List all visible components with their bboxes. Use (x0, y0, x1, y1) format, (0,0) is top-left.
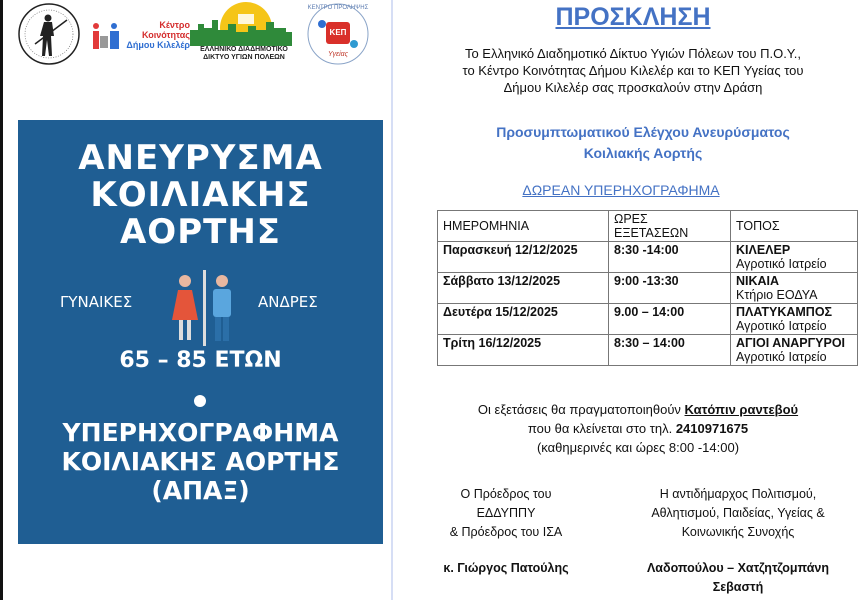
column-header: ΗΜΕΡΟΜΗΝΙΑ (438, 211, 609, 242)
kep-badge: ΚΕΠ (329, 28, 347, 37)
table-row (438, 335, 858, 366)
phone-number: 2410971675 (675, 421, 749, 436)
place-name: ΠΛΑΤΥΚΑΜΠΟΣ (736, 305, 833, 319)
signature-line: ΕΔΔΥΠΠΥ (476, 506, 536, 520)
invitation-title: ΠΡΟΣΚΛΗΣΗ (555, 3, 711, 31)
logo-text: Υγείας (327, 51, 349, 58)
hours-cell: 8:30 -14:00 (609, 242, 731, 273)
logo-text: ΕΛΛΗΝΙΚΟ ΔΙΑΔΗΜΟΤΙΚΟ (200, 46, 288, 53)
place-cell (731, 273, 858, 304)
kep-health-logo (306, 2, 370, 66)
signatory-name: κ. Γιώργος Πατούλης (443, 561, 569, 575)
logo-text: ΚΕΝΤΡΟ ΠΡΟΛΗΨΗΣ (307, 5, 369, 11)
poster-title-line: ΑΝΕΥΡΥΣΜΑ (78, 138, 323, 178)
intro-line: το Κέντρο Κοινότητας Δήμου Κιλελέρ και το ΚΕΠ Υγείας του (462, 63, 804, 78)
poster-title-line: ΚΟΙΛΙΑΚΗΣ (90, 175, 311, 215)
left-signature (420, 485, 592, 578)
window-edge (0, 0, 3, 600)
signature-line: Αθλητισμού, Παιδείας, Υγείας & (651, 506, 825, 520)
place-name: ΑΓΙΟΙ ΑΝΑΡΓΥΡΟΙ (736, 336, 846, 350)
phone-line (405, 419, 865, 438)
table-row (438, 273, 858, 304)
healthy-cities-logo (190, 0, 298, 66)
table-row (438, 242, 858, 273)
community-center-logo (92, 20, 188, 52)
place-cell (731, 304, 858, 335)
venue-name: Αγροτικό Ιατρείο (736, 257, 827, 271)
intro-line: Δήμου Κιλελέρ σας προσκαλούν στην Δράση (503, 80, 763, 95)
place-cell (731, 242, 858, 273)
date-cell: Τρίτη 16/12/2025 (438, 335, 609, 366)
poster-title-line: ΑΟΡΤΗΣ (119, 212, 281, 252)
age-range: 65 – 85 ΕΤΩΝ (119, 348, 282, 373)
logo-text: Κοινότητας (141, 30, 190, 40)
poster-bottom-line: ΥΠΕΡΗΧΟΓΡΑΦΗΜΑ (62, 418, 339, 447)
logo-text: Δήμου Κιλελέρ (126, 40, 190, 50)
free-ultrasound-label: ΔΩΡΕΑΝ ΥΠΕΡΗΧΟΓΡΑΦΗΜΑ (522, 182, 720, 198)
poster-bottom-line: (ΑΠΑΞ) (151, 476, 250, 505)
hours-cell: 9:00 -13:30 (609, 273, 731, 304)
appointment-line (405, 400, 865, 419)
logo-text: ΔΙΚΤΥΟ ΥΓΙΩΝ ΠΟΛΕΩΝ (203, 54, 285, 61)
city-sun-icon (190, 0, 298, 46)
poster-bottom-line: ΚΟΙΛΙΑΚΗΣ ΑΟΡΤΗΣ (61, 447, 340, 476)
table-header-row (438, 211, 858, 242)
column-header: ΤΟΠΟΣ (731, 211, 858, 242)
venue-name: Κτήριο ΕΟΔΥΑ (736, 288, 818, 302)
appointment-text: Οι εξετάσεις θα πραγματοποιηθούν (477, 402, 685, 417)
date-cell: Δευτέρα 15/12/2025 (438, 304, 609, 335)
logo-text: Κέντρο (159, 20, 190, 30)
bullet-dot (194, 395, 206, 407)
hours-cell: 9.00 – 14:00 (609, 304, 731, 335)
signatory-name: Λαδοπούλου – Χατζητζομπάνη (646, 561, 830, 575)
schedule-table (437, 210, 858, 366)
signatory-name: Σεβαστή (712, 580, 764, 594)
venue-name: Αγροτικό Ιατρείο (736, 350, 827, 364)
women-men-icon (168, 270, 240, 346)
women-label: ΓΥΝΑΙΚΕΣ (60, 293, 133, 311)
date-cell: Παρασκευή 12/12/2025 (438, 242, 609, 273)
municipality-seal-logo (17, 2, 81, 66)
hours-cell: 8:30 – 14:00 (609, 335, 731, 366)
right-signature (618, 485, 858, 597)
hours-note: (καθημερινές και ώρες 8:00 -14:00) (536, 440, 740, 455)
column-divider (391, 0, 393, 600)
action-line: Προσυμπτωματικού Ελέγχου Ανευρύσματος (496, 124, 790, 140)
community-icon (92, 22, 122, 52)
men-label: ΑΝΔΡΕΣ (258, 293, 318, 311)
poster (18, 120, 383, 544)
place-name: ΝΙΚΑΙΑ (736, 274, 780, 288)
place-cell (731, 335, 858, 366)
column-header: ΩΡΕΣ ΕΞΕΤΑΣΕΩΝ (609, 211, 731, 242)
date-cell: Σάββατο 13/12/2025 (438, 273, 609, 304)
appointment-emphasis: Κατόπιν ραντεβού (684, 402, 799, 417)
venue-name: Αγροτικό Ιατρείο (736, 319, 827, 333)
signature-line: Ο Πρόεδρος του (460, 487, 552, 501)
table-row (438, 304, 858, 335)
signature-line: & Πρόεδρος του ΙΣΑ (449, 525, 563, 539)
phone-text: που θα κλείνεται στο τηλ. (527, 421, 676, 436)
action-line: Κοιλιακής Αορτής (583, 145, 703, 161)
place-name: ΚΙΛΕΛΕΡ (736, 243, 791, 257)
signature-line: Κοινωνικής Συνοχής (681, 525, 795, 539)
intro-line: Το Ελληνικό Διαδημοτικό Δίκτυο Υγιών Πόλεων του Π.Ο.Υ., (464, 46, 802, 61)
signature-line: Η αντιδήμαρχος Πολιτισμού, (659, 487, 817, 501)
